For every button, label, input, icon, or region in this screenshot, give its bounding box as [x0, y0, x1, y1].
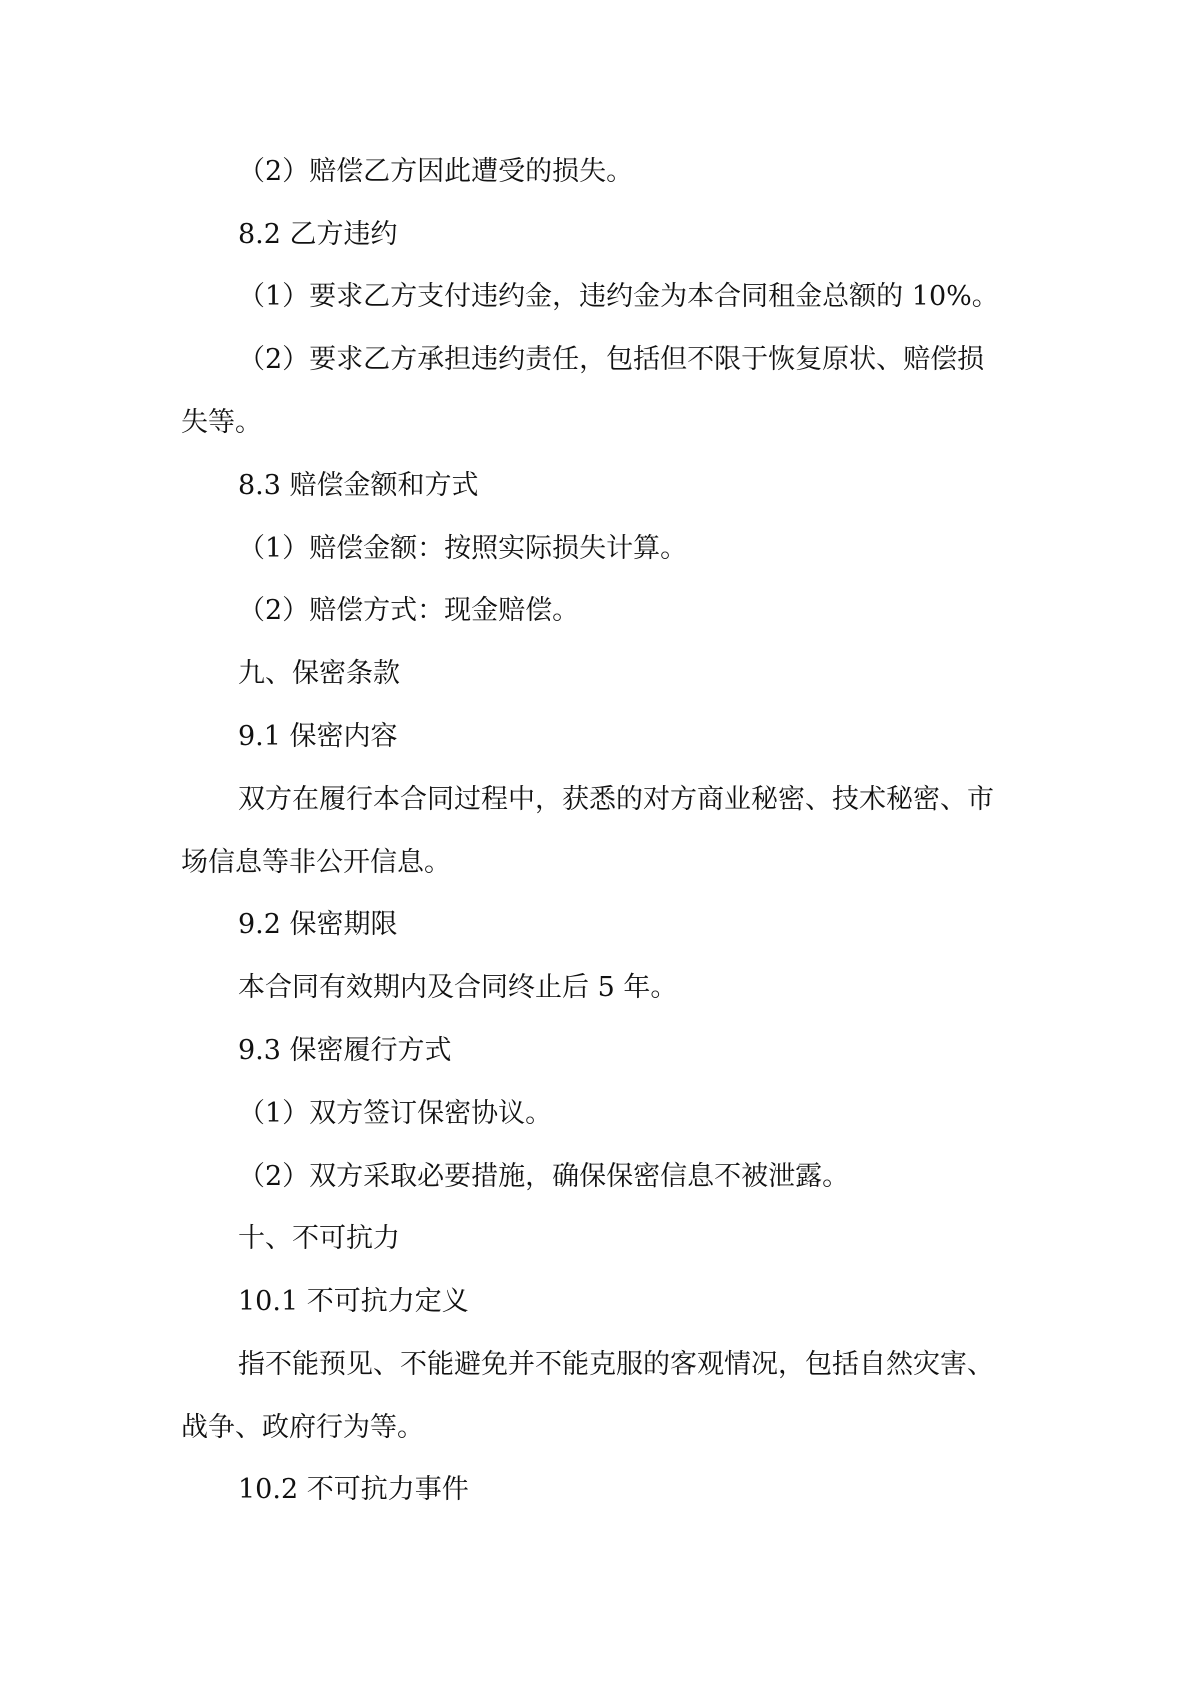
text-line: （2）双方采取必要措施，确保保密信息不被泄露。 — [238, 1161, 850, 1192]
text-line: （2）赔偿方式：现金赔偿。 — [238, 595, 580, 626]
text-line: （2）要求乙方承担违约责任，包括但不限于恢复原状、赔偿损 — [238, 344, 985, 375]
text-line: （1）双方签订保密协议。 — [238, 1098, 553, 1129]
section-heading: 10.2 不可抗力事件 — [238, 1474, 469, 1505]
chapter-heading: 九、保密条款 — [238, 658, 400, 689]
section-heading: 8.3 赔偿金额和方式 — [238, 470, 479, 501]
text-line: 双方在履行本合同过程中，获悉的对方商业秘密、技术秘密、市 — [238, 784, 994, 815]
section-heading: 9.2 保密期限 — [238, 909, 398, 940]
text-line: 指不能预见、不能避免并不能克服的客观情况，包括自然灾害、 — [238, 1349, 994, 1380]
section-heading: 10.1 不可抗力定义 — [238, 1286, 469, 1317]
text-line: （2）赔偿乙方因此遭受的损失。 — [238, 156, 634, 187]
text-line: 场信息等非公开信息。 — [181, 847, 451, 878]
text-line: 本合同有效期内及合同终止后 5 年。 — [238, 972, 678, 1003]
section-heading: 8.2 乙方违约 — [238, 219, 398, 250]
section-heading: 9.3 保密履行方式 — [238, 1035, 452, 1066]
chapter-heading: 十、不可抗力 — [238, 1223, 400, 1254]
text-line: （1）要求乙方支付违约金，违约金为本合同租金总额的 10%。 — [238, 281, 999, 312]
text-line: （1）赔偿金额：按照实际损失计算。 — [238, 533, 688, 564]
text-line: 战争、政府行为等。 — [181, 1412, 424, 1443]
text-line: 失等。 — [181, 407, 262, 438]
section-heading: 9.1 保密内容 — [238, 721, 398, 752]
